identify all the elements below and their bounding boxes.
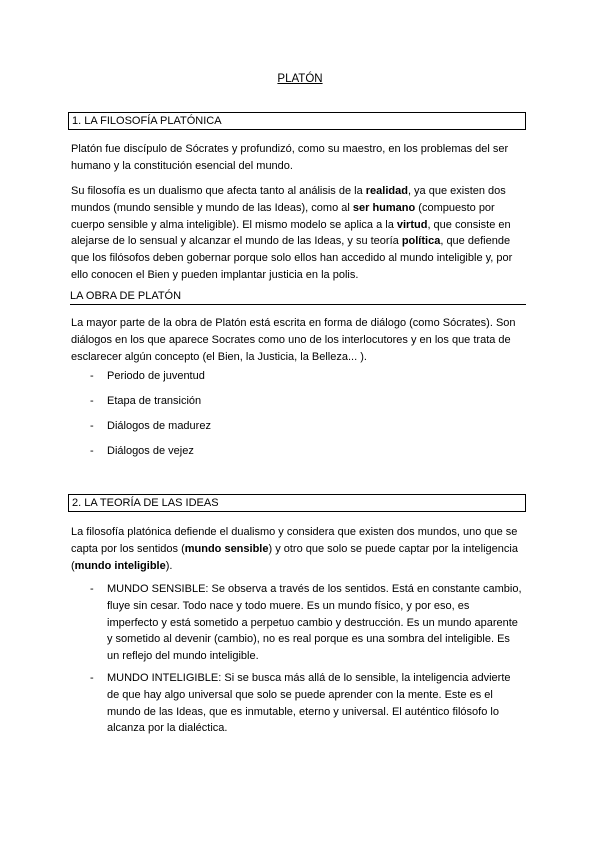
bold-mundo-inteligible: mundo inteligible (74, 559, 166, 572)
bold-politica: política (401, 235, 441, 248)
bold-ser-humano: ser humano (352, 201, 416, 214)
bullet-text: MUNDO SENSIBLE: Se observa a través de los sentidos. Está en constante cambio, fluye sin cesar. Todo nace y todo muere. Es un mundo físico, y por eso, es imperfecto y está sometido a perpetuo cambio y destrucción. Es un mundo aparente y sometido al devenir (cambio), no es real porque es una sombra del inteligible. Es un reflejo del mundo inteligible. (107, 583, 522, 663)
dash-marker: - (90, 583, 94, 595)
section-1-heading: 1. LA FILOSOFÍA PLATÓNICA (68, 112, 526, 130)
bullet-text: MUNDO INTELIGIBLE: Si se busca más allá de lo sensible, la inteligencia advierte de que hay algo universal que solo se puede aprender con la mente. Este es el mundo de las Ideas, que es inmutable, eterno y universal. El auténtico filósofo lo alcanza por la dialéctica. (107, 672, 511, 735)
obra-heading: LA OBRA DE PLATÓN (70, 289, 526, 305)
bold-virtud: virtud (396, 218, 428, 231)
list-item-text: Periodo de juventud (107, 370, 205, 382)
dash-marker: - (90, 420, 94, 432)
list-item-text: Diálogos de vejez (107, 445, 194, 457)
bold-realidad: realidad (365, 185, 408, 197)
section-2-paragraph-1: La filosofía platónica defiende el dualismo y considera que existen dos mundos, uno que se capta por los sentidos (mundo sensible) y otro que solo se puede captar por la inteligencia (mundo inteligible). (71, 526, 518, 572)
list-item-text: Diálogos de madurez (107, 420, 211, 432)
dash-marker: - (90, 395, 94, 407)
section-1-paragraph-1: Platón fue discípulo de Sócrates y profundizó, como su maestro, en los problemas del ser humano y la constitución esencial del mundo. (71, 143, 509, 172)
dash-marker: - (90, 672, 94, 684)
list-item-text: Etapa de transición (107, 395, 202, 407)
section-2-heading: 2. LA TEORÍA DE LAS IDEAS (68, 494, 526, 512)
section-1-paragraph-2: Su filosofía es un dualismo que afecta tanto al análisis de la realidad, ya que existen dos mundos (mundo sensible y mundo de las Ideas), como al ser humano (compuesto por cuerpo sensible y alma inteligible). El mismo modelo se aplica a la virtud, que consiste en alejarse de lo sensual y alcanzar el mundo de las Ideas, y su teoría política, que defiende que los filósofos deben gobernar porque solo ellos han accedido al mundo inteligible y, por ello conocen el Bien y pueden implantar justicia en la polis. (71, 185, 513, 281)
dash-marker: - (90, 370, 94, 382)
dash-marker: - (90, 445, 94, 457)
obra-paragraph: La mayor parte de la obra de Platón está escrita en forma de diálogo (como Sócrates). Son diálogos en los que aparece Socrates como uno de los interlocutores y en los que trata de esclarecer algún concepto (el Bien, la Justicia, la Belleza... ). (71, 317, 516, 363)
page-title: PLATÓN (277, 73, 323, 85)
bold-mundo-sensible: mundo sensible (184, 542, 269, 555)
